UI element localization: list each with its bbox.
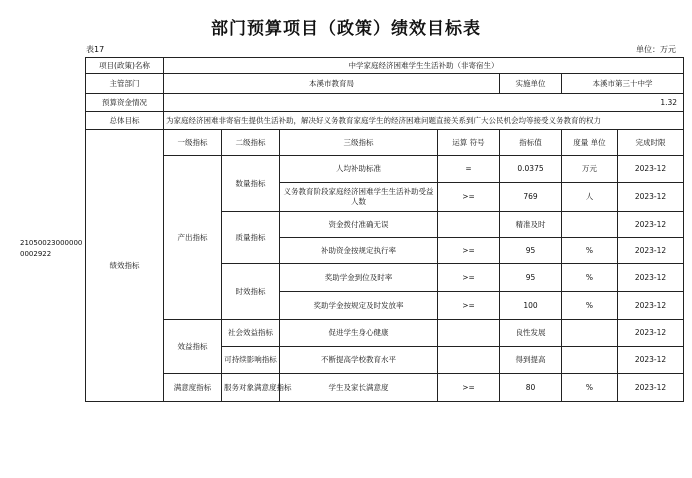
row-op [438,347,500,374]
row-time: 2023-12 [618,320,684,347]
timeliness-label: 时效指标 [222,264,280,320]
table-row [86,94,684,112]
row-val: 良性发展 [500,320,562,347]
header-time: 完成时限 [618,130,684,156]
row-unit: % [562,374,618,402]
row-val: 769 [500,183,562,212]
header-unit: 度量 单位 [562,130,618,156]
row-time: 2023-12 [618,292,684,320]
row-time: 2023-12 [618,212,684,238]
table-row [86,58,684,74]
row-op: >= [438,183,500,212]
serve-label: 服务对象满意度指标 [222,374,280,402]
goal-label: 总体目标 [86,112,164,130]
perf-label: 绩效指标 [86,130,164,402]
row-l3: 义务教育阶段家庭经济困难学生生活补助受益人数 [280,183,438,212]
quantity-label: 数量指标 [222,156,280,212]
row-time: 2023-12 [618,238,684,264]
output-label: 产出指标 [164,156,222,320]
row-unit: % [562,238,618,264]
row-val: 100 [500,292,562,320]
row-unit: 万元 [562,156,618,183]
header-l3: 三级指标 [280,130,438,156]
performance-table [85,57,684,402]
row-val: 95 [500,238,562,264]
row-time: 2023-12 [618,347,684,374]
satisfaction-label: 满意度指标 [164,374,222,402]
row-time: 2023-12 [618,156,684,183]
page-title: 部门预算项目（政策）绩效目标表 [211,19,481,39]
table-row [86,130,684,156]
row-op [438,320,500,347]
header-val: 指标值 [500,130,562,156]
table-row [86,320,684,347]
header-op: 运算 符号 [438,130,500,156]
header-l1: 一级指标 [164,130,222,156]
row-l3: 奖助学金按规定及时发放率 [280,292,438,320]
project-name-label: 项目(政策)名称 [86,58,164,74]
impl-unit-value: 本溪市第三十中学 [562,74,684,94]
project-name: 中学家庭经济困难学生生活补助（非寄宿生） [164,58,684,74]
row-l3: 资金拨付准确无误 [280,212,438,238]
funds-value: 1.32 [164,94,684,112]
dept-label: 主管部门 [86,74,164,94]
row-l3: 促进学生身心健康 [280,320,438,347]
benefit-label: 效益指标 [164,320,222,374]
row-op: >= [438,374,500,402]
row-l3: 人均补助标准 [280,156,438,183]
unit-label: 单位：万元 [636,45,676,54]
row-op: >= [438,292,500,320]
row-l3: 学生及家长满意度 [280,374,438,402]
row-time: 2023-12 [618,264,684,292]
social-label: 社会效益指标 [222,320,280,347]
table-number: 表17 [86,45,105,54]
row-op [438,212,500,238]
funds-label: 预算资金情况 [86,94,164,112]
row-val: 95 [500,264,562,292]
table-row [86,374,684,402]
row-l3: 补助资金按规定执行率 [280,238,438,264]
row-op: >= [438,264,500,292]
dept-value: 本溪市教育局 [164,74,500,94]
row-unit [562,347,618,374]
table-row [86,156,684,183]
row-unit: % [562,264,618,292]
header-l2: 二级指标 [222,130,280,156]
row-op: = [438,156,500,183]
row-op: >= [438,238,500,264]
row-val: 80 [500,374,562,402]
row-unit [562,212,618,238]
row-time: 2023-12 [618,183,684,212]
row-l3: 不断提高学校教育水平 [280,347,438,374]
row-val: 0.0375 [500,156,562,183]
row-time: 2023-12 [618,374,684,402]
impl-unit-label: 实施单位 [500,74,562,94]
row-val: 精准及时 [500,212,562,238]
row-val: 得到提高 [500,347,562,374]
side-code: 210500230000000002922 [20,239,83,258]
table-row [86,74,684,94]
quality-label: 质量指标 [222,212,280,264]
row-unit: 人 [562,183,618,212]
sustain-label: 可持续影响指标 [222,347,280,374]
row-l3: 奖助学金到位及时率 [280,264,438,292]
row-unit: % [562,292,618,320]
table-row [86,112,684,130]
goal-text: 为家庭经济困难非寄宿生提供生活补助，解决好义务教育家庭学生的经济困难问题直接关系到广大公民机会均等接受义务教育的权力 [164,112,684,130]
row-unit [562,320,618,347]
